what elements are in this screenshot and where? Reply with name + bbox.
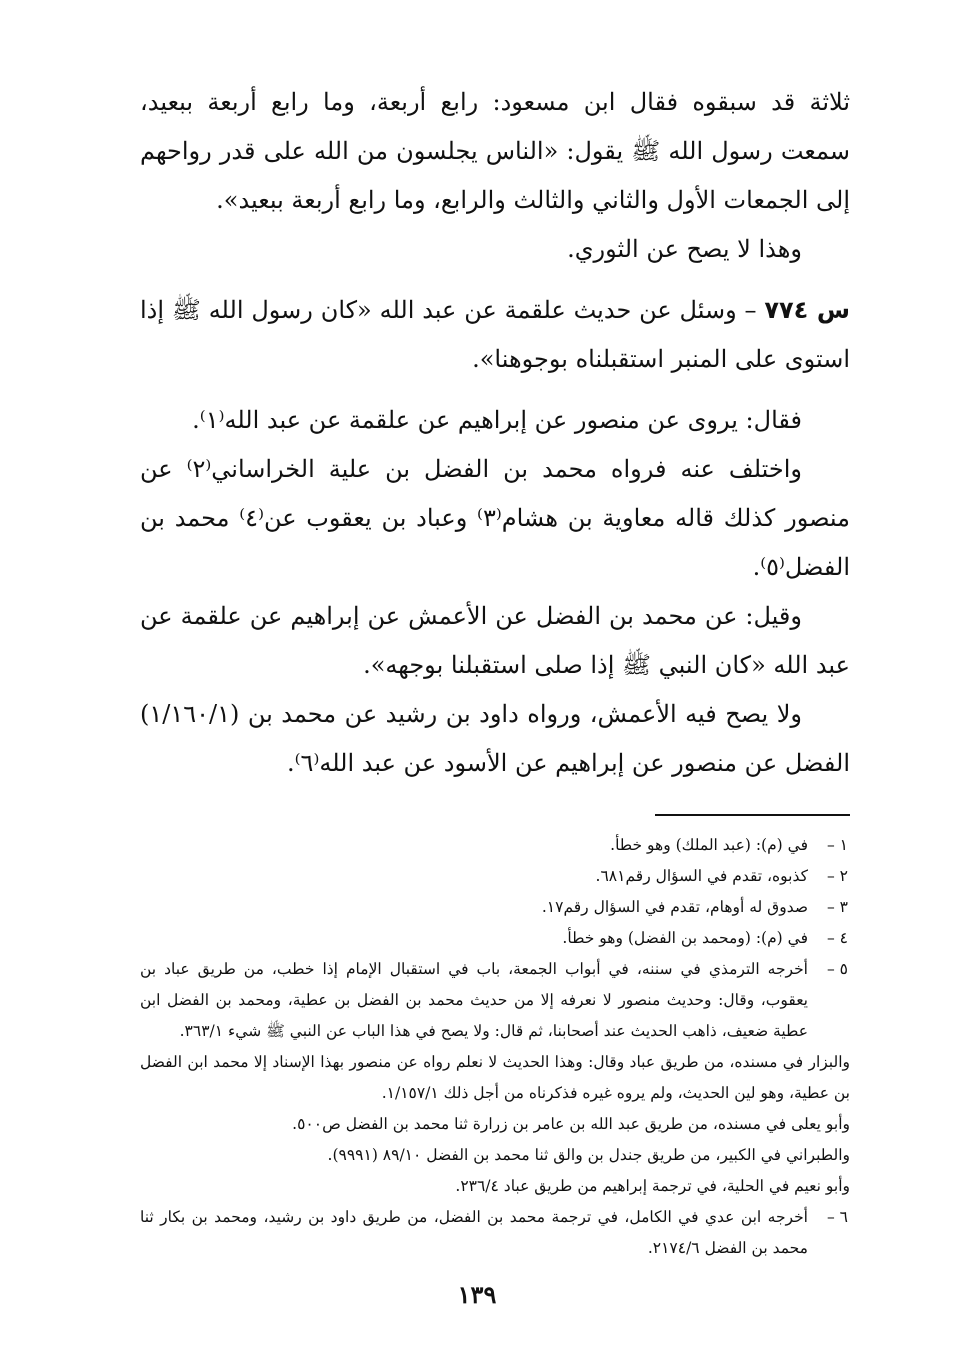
question-number: س ٧٧٤ xyxy=(764,296,850,324)
footnote-number: ٥ – xyxy=(826,960,848,978)
footnote-divider xyxy=(655,814,850,816)
footnote-text: كذبوه، تقدم في السؤال رقم٦٨١. xyxy=(595,867,808,885)
footnote-number: ٣ – xyxy=(826,898,848,916)
footnote-5-continuation-abu-nuaym: وأبو نعيم في الحلية، في ترجمة إبراهيم من طريق عباد ٢٣٦/٤. xyxy=(455,1177,850,1195)
footnote-text: أخرجه الترمذي في سننه، في أبواب الجمعة، باب في استقبال الإمام إذا خطب، من طريق عباد بن يعقوب، وقال: وحديث منصور لا نعرفه إلا من حديث محمد بن الفضل بن عطية، ومحمد بن الفضل ابن عطية ضعيف، ذاهب الحديث عند أصحابنا، ثم قال: ولا يصح في هذا الباب عن النبي ﷺ شيء ٣٦٣/١. xyxy=(140,960,808,1040)
footnote-5-continuation-tabarani: والطبراني في الكبير، من طريق جندل بن والق ثنا محمد بن الفضل ٨٩/١٠ (٩٩٩١). xyxy=(327,1146,850,1164)
footnote-number: ١ – xyxy=(826,836,848,854)
footnote-1 xyxy=(140,830,850,861)
footnote-number: ٢ – xyxy=(826,867,848,885)
footnote-5-continuation-bazzar: والبزار في مسنده، من طريق عباد وقال: وهذا الحديث لا نعلم رواه عن منصور بهذا الإسناد إلا محمد ابن الفضل بن عطية، وهو لين الحديث، ولم يروه غيره فذكرناه من أجل ذلك ١/١٥٧/١. xyxy=(140,1053,850,1102)
paragraph-1: ثلاثة قد سبقوه فقال ابن مسعود: رابع أربعة، وما رابع أربعة ببعيد، سمعت رسول الله ﷺ يقول: «الناس يجلسون من الله على قدر رواحهم إلى الجمعات الأول والثاني والثالث والرابع، وما رابع أربعة ببعيد». xyxy=(140,88,850,214)
page-body xyxy=(140,78,850,1264)
footnote-text: في (م): (عبد الملك) وهو خطأ. xyxy=(610,836,808,854)
footnote-text: في (م): (ومحمد بن الفضل) وهو خطأ. xyxy=(562,929,808,947)
paragraph-2: وهذا لا يصح عن الثوري. xyxy=(567,235,802,263)
page-number: ١٣٩ xyxy=(457,1280,497,1309)
paragraph-3: فقال: يروى عن منصور عن إبراهيم عن علقمة عن عبد الله⁽١⁾. xyxy=(192,406,802,434)
footnote-5 xyxy=(140,954,850,1047)
footnote-text: أخرجه ابن عدي في الكامل، في ترجمة محمد بن الفضل، من طريق داود بن رشيد، ومحمد بن بكار ثنا محمد بن الفضل ٢١٧٤/٦. xyxy=(140,1208,808,1257)
footnote-number: ٦ – xyxy=(826,1208,848,1226)
paragraph-6: ولا يصح فيه الأعمش، ورواه داود بن رشيد عن محمد بن (١/١٦٠/١) الفضل عن منصور عن إبراهيم عن الأسود عن عبد الله⁽٦⁾. xyxy=(140,700,850,777)
main-text xyxy=(140,78,850,788)
footnote-3 xyxy=(140,892,850,923)
footnote-6 xyxy=(140,1202,850,1264)
footnote-number: ٤ – xyxy=(826,929,848,947)
footnote-5-continuation-abu-yala: وأبو يعلى في مسنده، من طريق عبد الله بن عامر بن زرارة ثنا محمد بن الفضل ص٥٠٠. xyxy=(292,1115,850,1133)
footnote-2 xyxy=(140,861,850,892)
footnote-4 xyxy=(140,923,850,954)
footnotes xyxy=(140,830,850,1264)
footnote-text: صدوق له أوهام، تقدم في السؤال رقم١٧. xyxy=(541,898,808,916)
question-paragraph xyxy=(140,286,850,384)
paragraph-5: وقيل: عن محمد بن الفضل عن الأعمش عن إبراهيم عن علقمة عن عبد الله «كان النبي ﷺ إذا صلى استقبلنا بوجهه». xyxy=(140,602,850,679)
paragraph-4: واختلف عنه فرواه محمد بن الفضل بن علية الخراساني⁽٢⁾ عن منصور كذلك قاله معاوية بن هشام⁽٣⁾ وعباد بن يعقوب عن⁽٤⁾ محمد بن الفضل⁽٥⁾. xyxy=(140,455,850,581)
question-text: – وسئل عن حديث علقمة عن عبد الله «كان رسول الله ﷺ إذا استوى على المنبر استقبلناه بوجوهنا». xyxy=(140,296,850,373)
